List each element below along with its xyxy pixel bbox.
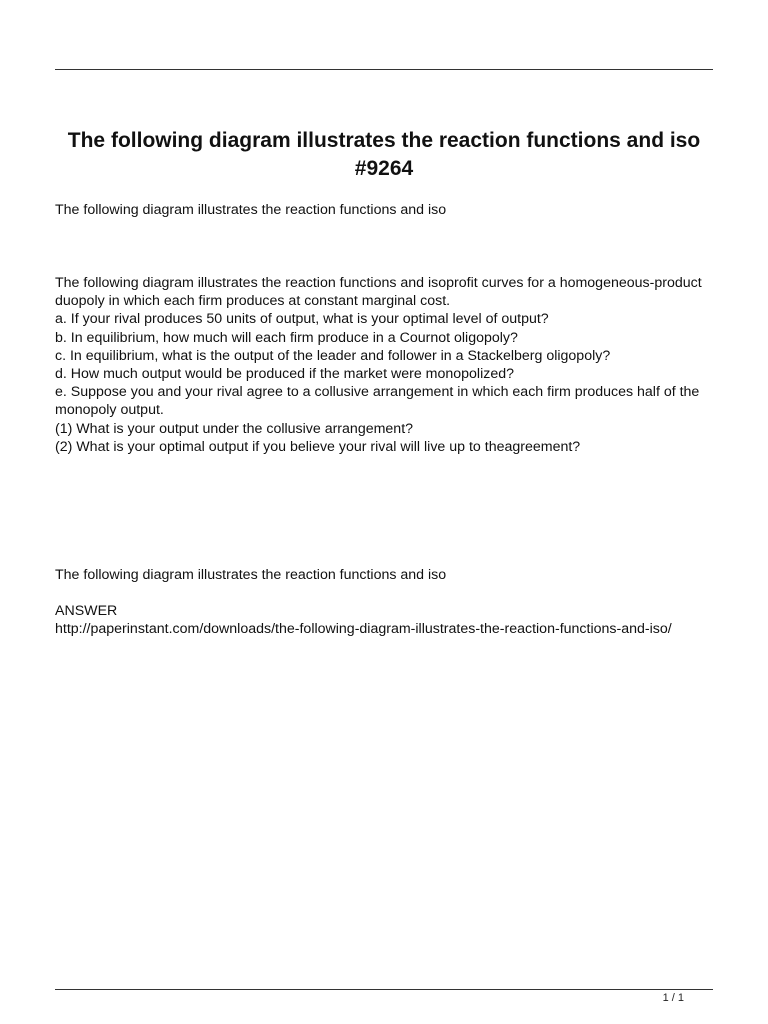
- question-a: a. If your rival produces 50 units of output, what is your optimal level of output?: [55, 311, 549, 328]
- footer-divider: [55, 989, 713, 990]
- question-e: e. Suppose you and your rival agree to a collusive arrangement in which each firm produces half of the monopoly output.: [55, 384, 700, 419]
- question-c: c. In equilibrium, what is the output of the leader and follower in a Stackelberg oligopoly?: [55, 347, 611, 364]
- body-intro: The following diagram illustrates the reaction functions and isoprofit curves for a homogeneous-product duopoly in which each firm produces at constant marginal cost.: [55, 275, 702, 310]
- question-b: b. In equilibrium, how much will each firm produce in a Cournot oligopoly?: [55, 329, 518, 346]
- answer-label: ANSWER: [55, 603, 118, 619]
- question-e-2: (2) What is your optimal output if you believe your rival will live up to theagreement?: [55, 438, 581, 455]
- document-subtitle: The following diagram illustrates the reaction functions and iso: [55, 202, 447, 218]
- document-body: [55, 274, 715, 456]
- document-title: The following diagram illustrates the reaction functions and iso #9264: [67, 129, 701, 180]
- question-e-1: (1) What is your output under the collusive arrangement?: [55, 420, 414, 437]
- page-number: 1 / 1: [662, 992, 684, 1004]
- repeat-line: The following diagram illustrates the reaction functions and iso: [55, 567, 447, 583]
- answer-link[interactable]: http://paperinstant.com/downloads/the-following-diagram-illustrates-the-reaction-functions-and-iso/: [55, 621, 672, 637]
- question-d: d. How much output would be produced if the market were monopolized?: [55, 366, 514, 383]
- header-divider: [55, 69, 713, 70]
